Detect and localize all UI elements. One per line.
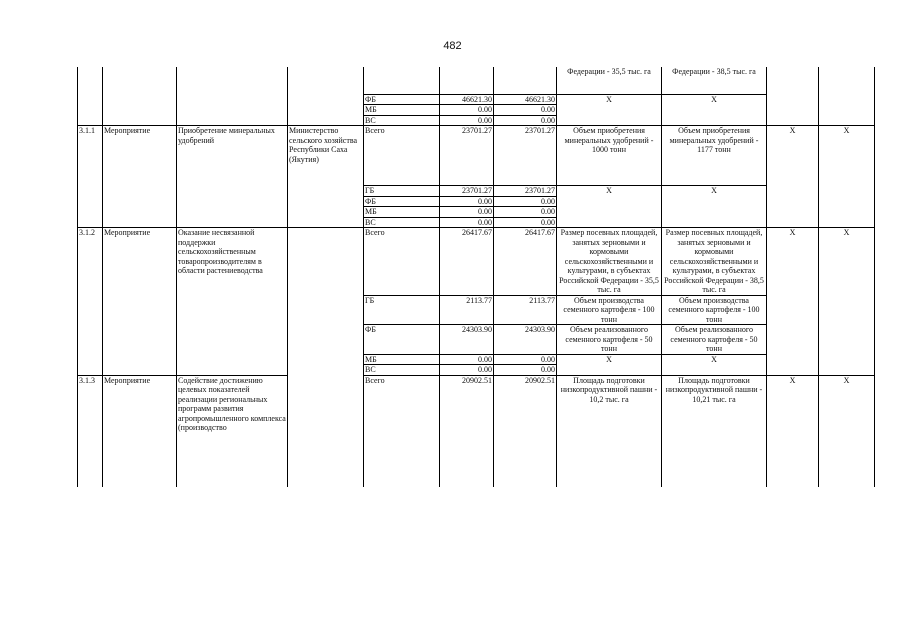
indicator-cell: Объем реализованного семенного картофеля - 50 тонн (557, 325, 662, 355)
source-cell: ВС (364, 365, 440, 376)
value-cell: 0.00 (494, 365, 557, 376)
indicator-cell: Объем приобретения минеральных удобрений - 1000 тонн (557, 126, 662, 186)
item-name: Содействие достижению целевых показателей реализации региональных программ развития агропромышленного комплекса (производство (177, 375, 288, 487)
value-cell: 0.00 (440, 365, 494, 376)
item-name: Оказание несвязанной поддержки сельскохозяйственным товаропроизводителям в области растениеводства (177, 228, 288, 376)
mark-cell: X (819, 375, 875, 487)
indicator-cell: Площадь подготовки низкопродуктивной пашни - 10,21 тыс. га (662, 375, 767, 487)
value-cell: 0.00 (440, 196, 494, 207)
item-number: 3.1.3 (78, 375, 103, 487)
value-cell: 0.00 (440, 217, 494, 228)
value-cell: 46621.30 (494, 94, 557, 105)
value-cell: 20902.51 (494, 375, 557, 487)
value-cell: 20902.51 (440, 375, 494, 487)
source-cell: ФБ (364, 325, 440, 355)
value-cell: 0.00 (440, 105, 494, 116)
source-cell: ГБ (364, 295, 440, 325)
source-cell: Всего (364, 375, 440, 487)
indicator-cell: Объем производства семенного картофеля - 100 тонн (662, 295, 767, 325)
program-table (77, 67, 875, 487)
mark-cell: X (767, 126, 819, 228)
value-cell: 0.00 (494, 217, 557, 228)
source-cell: ФБ (364, 94, 440, 105)
value-cell: 0.00 (494, 354, 557, 365)
indicator-cell: Размер посевных площадей, занятых зерновыми и кормовыми сельскохозяйственными и культурами, в субъектах Российской Федерации - 35,5 тыс. га (557, 228, 662, 296)
value-cell: 0.00 (440, 115, 494, 126)
mark-cell: X (819, 126, 875, 228)
value-cell: 2113.77 (494, 295, 557, 325)
indicator-cell: Федерации - 38,5 тыс. га (662, 67, 767, 94)
value-cell: 24303.90 (494, 325, 557, 355)
indicator-cell: X (662, 94, 767, 105)
source-cell: ГБ (364, 186, 440, 197)
source-cell: МБ (364, 354, 440, 365)
value-cell: 0.00 (494, 115, 557, 126)
source-cell: Всего (364, 228, 440, 296)
indicator-cell: X (557, 354, 662, 375)
item-name: Приобретение минеральных удобрений (177, 126, 288, 228)
value-cell: 46621.30 (440, 94, 494, 105)
value-cell: 23701.27 (494, 126, 557, 186)
value-cell: 23701.27 (440, 126, 494, 186)
value-cell: 0.00 (494, 105, 557, 116)
value-cell: 23701.27 (494, 186, 557, 197)
indicator-cell: X (662, 186, 767, 228)
source-cell: МБ (364, 105, 440, 116)
mark-cell: X (819, 228, 875, 376)
indicator-cell: Федерации - 35,5 тыс. га (557, 67, 662, 94)
item-number: 3.1.1 (78, 126, 103, 228)
value-cell: 2113.77 (440, 295, 494, 325)
value-cell: 0.00 (440, 207, 494, 218)
indicator-cell: X (557, 94, 662, 105)
indicator-cell: Объем приобретения минеральных удобрений - 1177 тонн (662, 126, 767, 186)
item-number: 3.1.2 (78, 228, 103, 376)
value-cell: 0.00 (494, 207, 557, 218)
value-cell: 26417.67 (440, 228, 494, 296)
item-type: Мероприятие (103, 126, 177, 228)
value-cell: 23701.27 (440, 186, 494, 197)
indicator-cell: X (557, 186, 662, 228)
source-cell: ВС (364, 115, 440, 126)
mark-cell: X (767, 375, 819, 487)
source-cell: ВС (364, 217, 440, 228)
table-row (78, 375, 875, 487)
table-row (78, 228, 875, 296)
item-type: Мероприятие (103, 375, 177, 487)
mark-cell: X (767, 228, 819, 376)
indicator-cell: Объем производства семенного картофеля - 100 тонн (557, 295, 662, 325)
page-number: 482 (443, 40, 462, 52)
table-row (78, 67, 875, 94)
value-cell: 26417.67 (494, 228, 557, 296)
source-cell: Всего (364, 126, 440, 186)
source-cell: МБ (364, 207, 440, 218)
indicator-cell: X (662, 354, 767, 375)
indicator-cell: Размер посевных площадей, занятых зерновыми и кормовыми сельскохозяйственными и культурами, в субъектах Российской Федерации - 38,5 тыс. га (662, 228, 767, 296)
source-cell: ФБ (364, 196, 440, 207)
indicator-cell: Объем реализованного семенного картофеля - 50 тонн (662, 325, 767, 355)
indicator-cell: Площадь подготовки низкопродуктивной пашни - 10,2 тыс. га (557, 375, 662, 487)
item-executor: Министерство сельского хозяйства Республики Саха (Якутия) (288, 126, 364, 228)
value-cell: 0.00 (494, 196, 557, 207)
value-cell: 24303.90 (440, 325, 494, 355)
value-cell: 0.00 (440, 354, 494, 365)
item-type: Мероприятие (103, 228, 177, 376)
table-row (78, 126, 875, 186)
